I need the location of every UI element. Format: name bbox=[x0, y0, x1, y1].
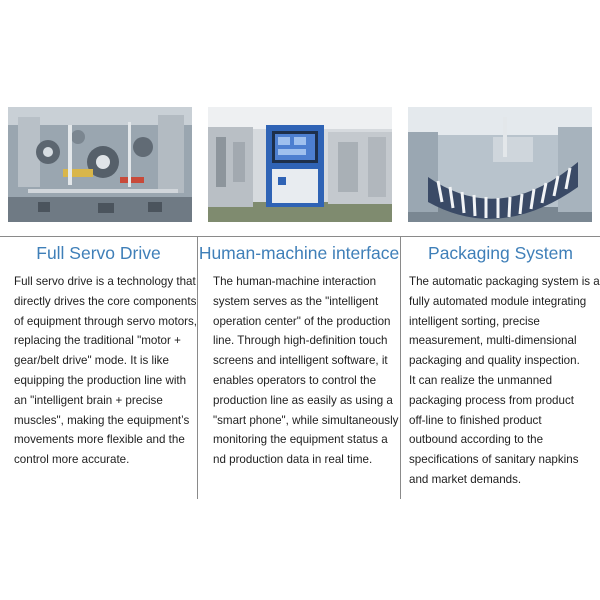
description-line: movements more flexible and the bbox=[14, 433, 185, 447]
description-line: directly drives the core components bbox=[14, 294, 197, 308]
description-line: It can realize the unmanned bbox=[409, 373, 553, 387]
description-line: measurement, multi-dimensional bbox=[409, 334, 577, 348]
packaging-heading: Packaging System bbox=[428, 243, 573, 263]
description-line: The automatic packaging system is a bbox=[409, 275, 600, 288]
servo-machinery-photo bbox=[8, 107, 192, 222]
description-line: Full servo drive is a technology that bbox=[14, 275, 196, 288]
hmi-heading: Human-machine interface bbox=[198, 243, 400, 263]
description-line: gear/belt drive" mode. It is like bbox=[14, 354, 169, 368]
description-line: "smart phone", while simultaneously bbox=[213, 413, 399, 427]
description-line: outbound according to the bbox=[409, 433, 544, 447]
description-line: packaging process from product bbox=[409, 393, 574, 407]
description-line: of equipment through servo motors, bbox=[14, 314, 198, 328]
description-line: packaging and quality inspection. bbox=[409, 354, 580, 368]
description-line: nd production data in real time. bbox=[213, 453, 373, 467]
packaging-description bbox=[409, 272, 600, 490]
packaging-conveyor-photo bbox=[408, 107, 592, 222]
description-line: and market demands. bbox=[409, 472, 522, 486]
servo-drive-heading: Full Servo Drive bbox=[36, 243, 161, 263]
servo-drive-description bbox=[14, 272, 197, 470]
hmi-description bbox=[213, 272, 398, 470]
description-line: equipping the production line with bbox=[14, 373, 187, 387]
description-line: production line as easily as using a bbox=[213, 393, 393, 407]
column-divider bbox=[400, 237, 401, 499]
description-line: line. Through high-definition touch bbox=[213, 334, 388, 348]
column-divider bbox=[197, 237, 198, 499]
description-line: operation center" of the production bbox=[213, 314, 391, 328]
description-line: an "intelligent brain + precise bbox=[14, 393, 163, 407]
description-line: intelligent sorting, precise bbox=[409, 314, 540, 328]
description-line: fully automated module integrating bbox=[409, 294, 587, 308]
description-line: system serves as the "intelligent bbox=[213, 294, 379, 308]
description-line: enables operators to control the bbox=[213, 373, 377, 387]
description-line: muscles", making the equipment’s bbox=[14, 413, 190, 427]
description-line: specifications of sanitary napkins bbox=[409, 453, 579, 467]
hmi-touchscreen-photo bbox=[208, 107, 392, 222]
description-line: replacing the traditional "motor + bbox=[14, 334, 181, 348]
section-divider bbox=[0, 236, 600, 237]
description-line: screens and intelligent software, it bbox=[213, 354, 388, 368]
description-line: monitoring the equipment status a bbox=[213, 433, 388, 447]
description-line: off-line to finished product bbox=[409, 413, 542, 427]
description-line: The human-machine interaction bbox=[213, 275, 377, 288]
description-line: control more accurate. bbox=[14, 453, 130, 467]
